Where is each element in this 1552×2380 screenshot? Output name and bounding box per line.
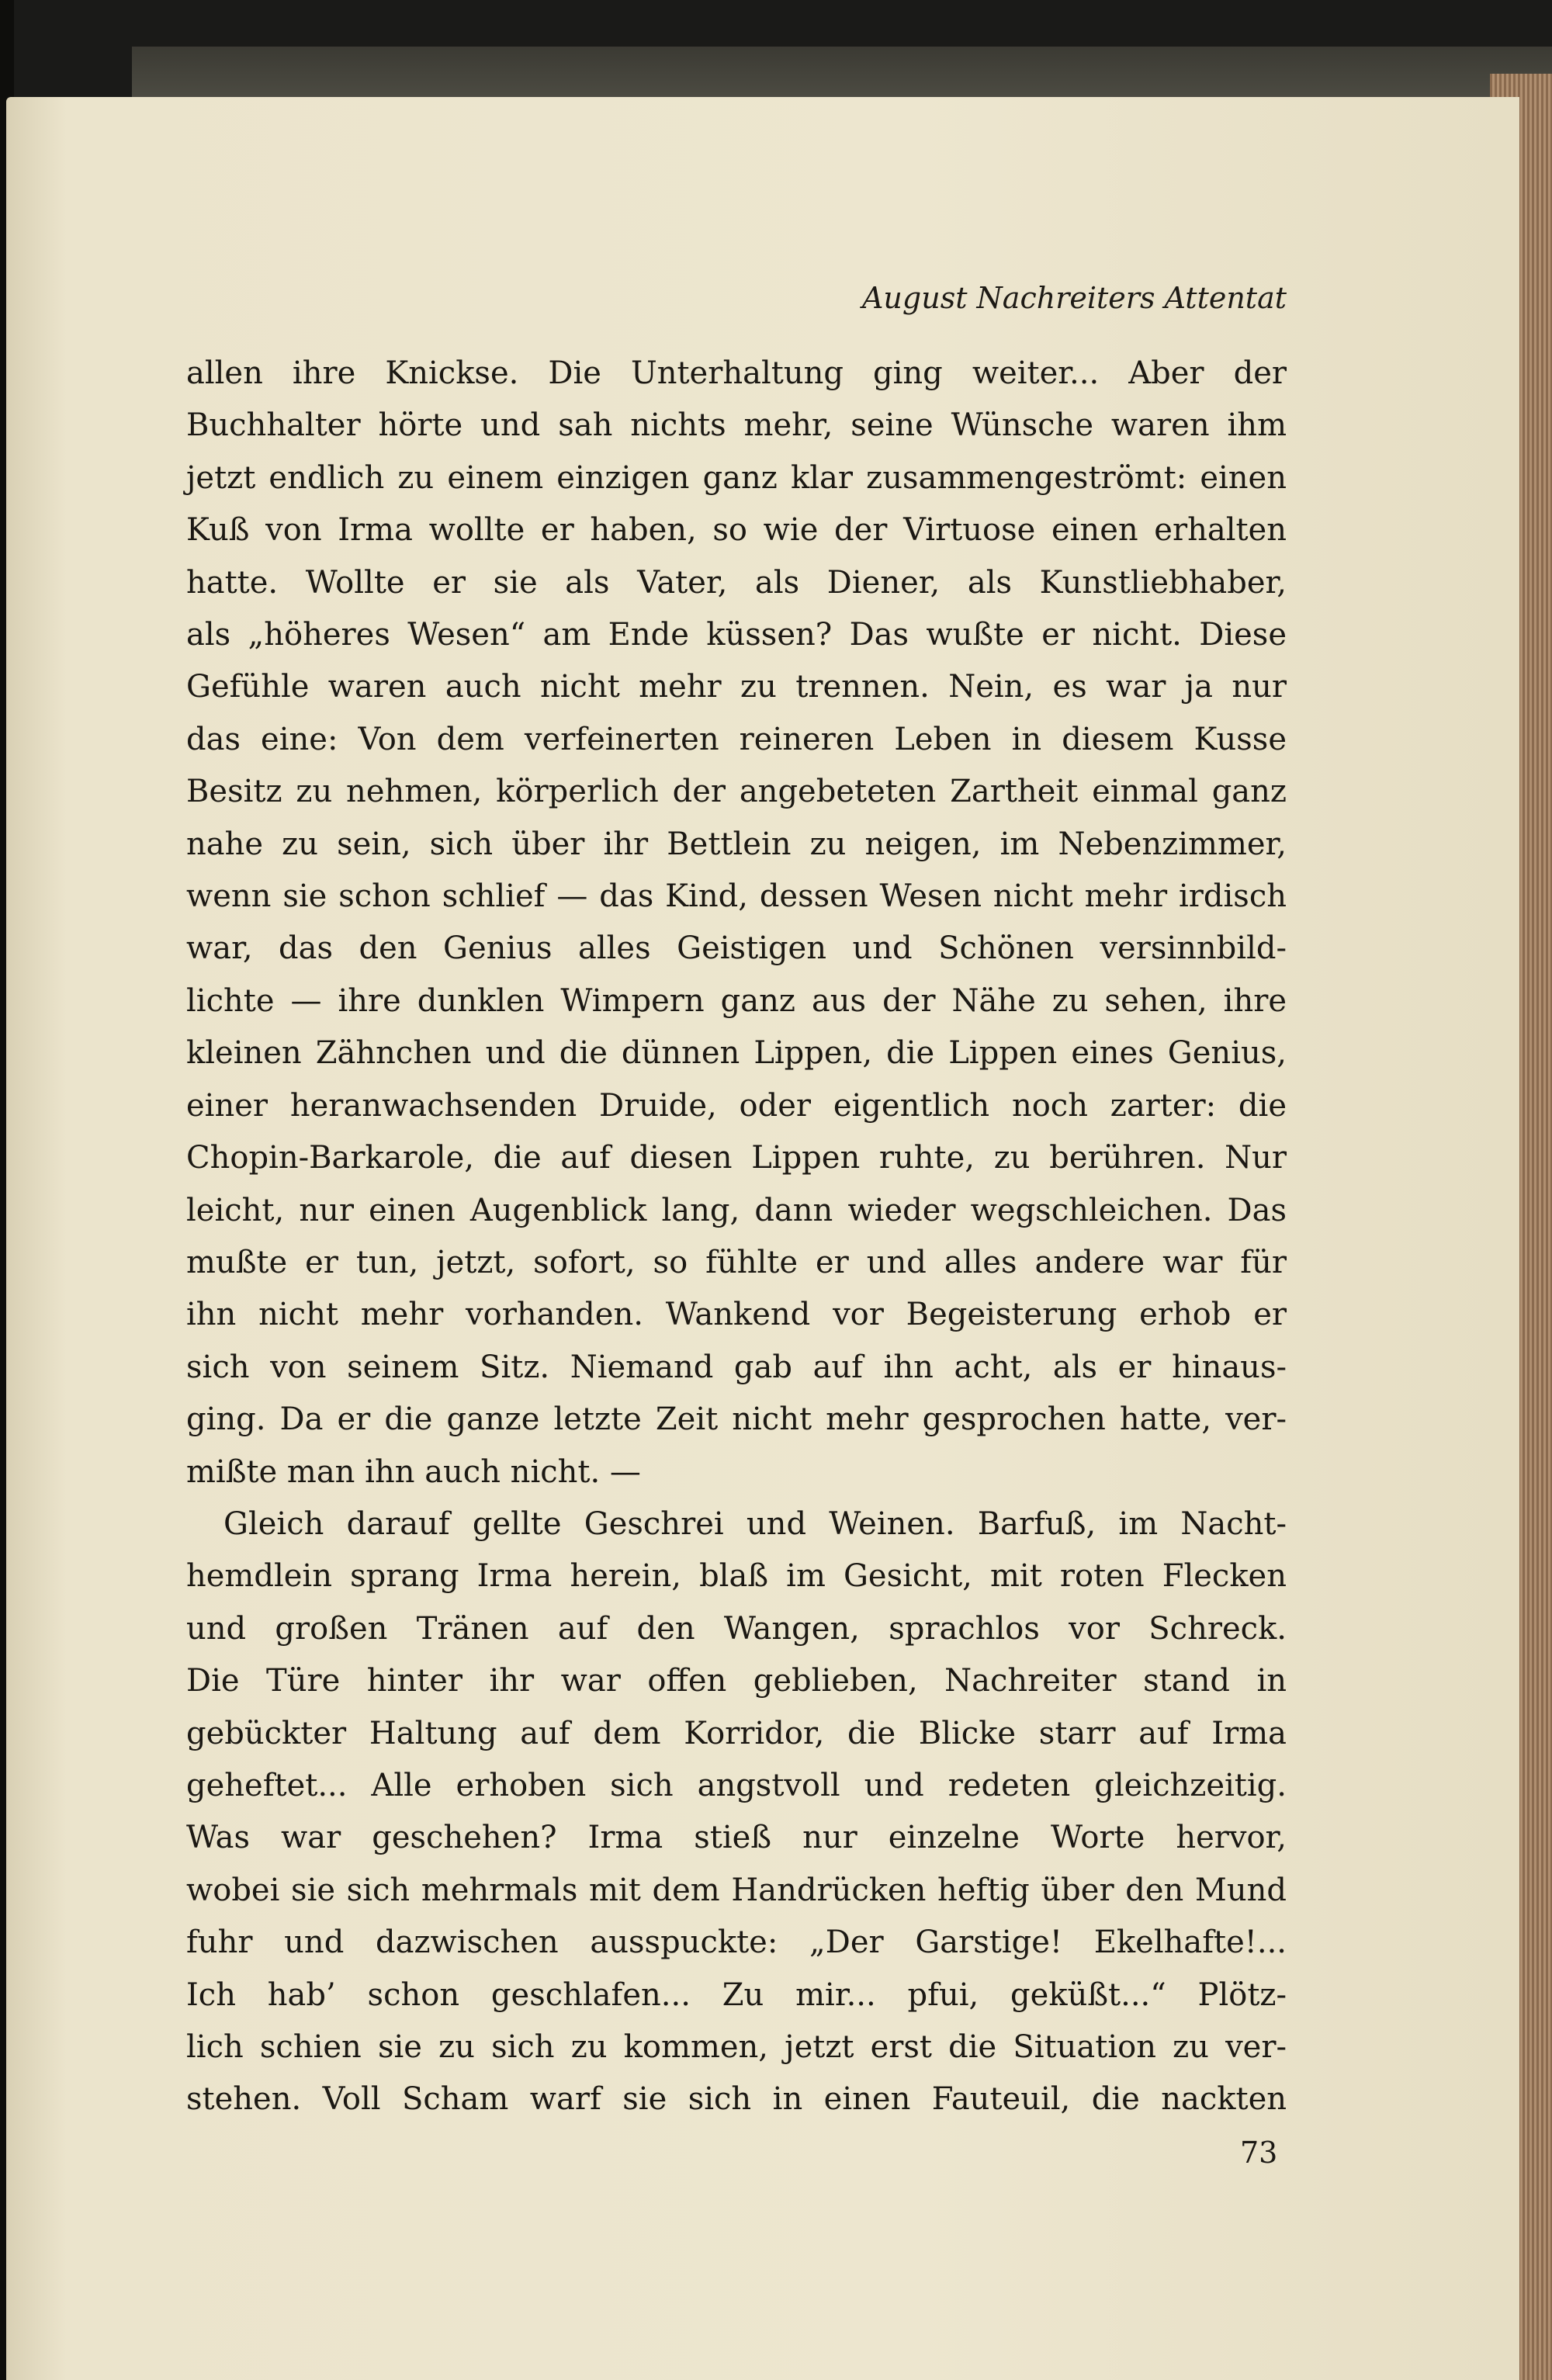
- text-line: lichte — ihre dunklen Wimpern ganz aus der Nähe zu sehen, ihre: [186, 982, 1287, 1019]
- text-line: sich von seinem Sitz. Niemand gab auf ihn acht, als er hinaus-: [186, 1349, 1287, 1385]
- text-line: hatte. Wollte er sie als Vater, als Diener, als Kunstliebhaber,: [186, 564, 1287, 601]
- text-line: einer heranwachsenden Druide, oder eigentlich noch zarter: die: [186, 1087, 1287, 1124]
- text-line: geheftet... Alle erhoben sich angstvoll und redeten gleichzeitig.: [186, 1767, 1287, 1803]
- text-line: als „höheres Wesen“ am Ende küssen? Das wußte er nicht. Diese: [186, 617, 1287, 653]
- text-line: leicht, nur einen Augenblick lang, dann wieder wegschleichen. Das: [186, 1192, 1287, 1228]
- text-line: wenn sie schon schlief — das Kind, dessen Wesen nicht mehr irdisch: [186, 878, 1287, 915]
- text-line: mußte er tun, jetzt, sofort, so fühlte er und alles andere war für: [186, 1244, 1287, 1280]
- text-line: stehen. Voll Scham warf sie sich in einen Fauteuil, die nackten: [186, 2081, 1287, 2118]
- text-line: Gefühle waren auch nicht mehr zu trennen. Nein, es war ja nur: [186, 669, 1287, 705]
- text-line: Ich hab’ schon geschlafen... Zu mir... pfui, geküßt...“ Plötz-: [186, 1976, 1287, 2013]
- text-line: Buchhalter hörte und sah nichts mehr, seine Wünsche waren ihm: [186, 407, 1287, 444]
- text-line: jetzt endlich zu einem einzigen ganz klar zusammengeströmt: einen: [186, 459, 1287, 496]
- page-number: 73: [1240, 2136, 1278, 2170]
- text-line: und großen Tränen auf den Wangen, sprachlos vor Schreck.: [186, 1610, 1287, 1647]
- text-line: hemdlein sprang Irma herein, blaß im Gesicht, mit roten Flecken: [186, 1558, 1287, 1595]
- running-head: August Nachreiters Attentat: [861, 281, 1287, 315]
- text-line: Chopin-Barkarole, die auf diesen Lippen ruhte, zu berühren. Nur: [186, 1140, 1287, 1176]
- text-line: war, das den Genius alles Geistigen und Schönen versinnbild-: [186, 930, 1287, 967]
- text-line: lich schien sie zu sich zu kommen, jetzt erst die Situation zu ver-: [186, 2029, 1287, 2065]
- text-line: mißte man ihn auch nicht. —: [186, 1453, 641, 1490]
- text-line: gebückter Haltung auf dem Korridor, die Blicke starr auf Irma: [186, 1715, 1287, 1751]
- text-line: allen ihre Knickse. Die Unterhaltung ging weiter... Aber der: [186, 355, 1287, 391]
- text-line: ging. Da er die ganze letzte Zeit nicht mehr gesprochen hatte, ver-: [186, 1401, 1287, 1438]
- text-line: Kuß von Irma wollte er haben, so wie der Virtuose einen erhalten: [186, 512, 1287, 549]
- text-line: Die Türe hinter ihr war offen geblieben, Nachreiter stand in: [186, 1663, 1287, 1699]
- body-text: [186, 348, 1287, 2126]
- text-line: wobei sie sich mehrmals mit dem Handrücken heftig über den Mund: [186, 1872, 1287, 1908]
- text-line: Was war geschehen? Irma stieß nur einzelne Worte hervor,: [186, 1820, 1287, 1856]
- text-line: nahe zu sein, sich über ihr Bettlein zu neigen, im Nebenzimmer,: [186, 826, 1287, 862]
- text-line: kleinen Zähnchen und die dünnen Lippen, die Lippen eines Genius,: [186, 1035, 1287, 1072]
- text-line: ihn nicht mehr vorhanden. Wankend vor Begeisterung erhob er: [186, 1297, 1287, 1333]
- text-line: fuhr und dazwischen ausspuckte: „Der Garstige! Ekelhafte!...: [186, 1924, 1287, 1961]
- text-line: das eine: Von dem verfeinerten reineren Leben in diesem Kusse: [186, 721, 1287, 757]
- text-line: Gleich darauf gellte Geschrei und Weinen. Barfuß, im Nacht-: [223, 1505, 1287, 1542]
- text-line: Besitz zu nehmen, körperlich der angebeteten Zartheit einmal ganz: [186, 774, 1287, 810]
